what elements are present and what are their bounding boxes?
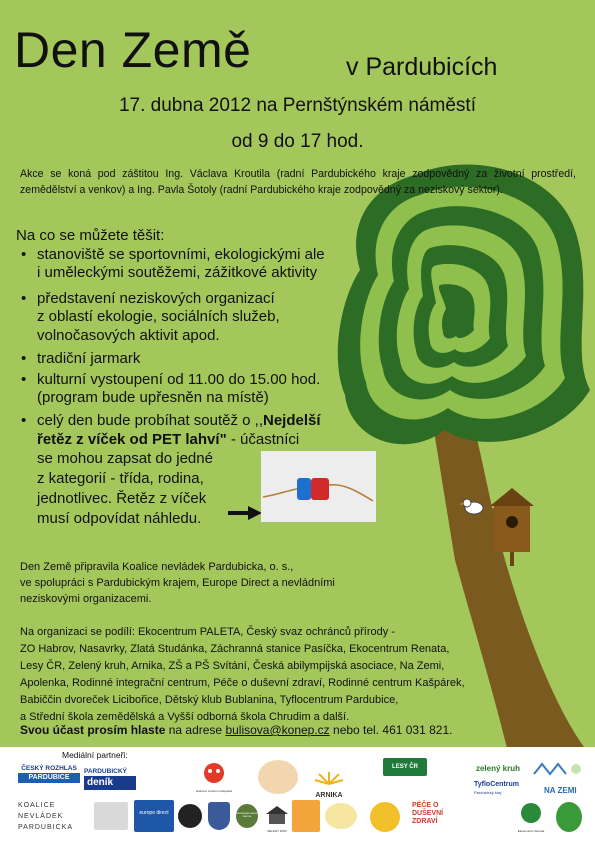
partners-line: Babiččin dvoreček Licibořice, Dětský klub Bublanina, Tyflocentrum Pardubice,	[20, 694, 399, 706]
list-item-contest	[37, 412, 321, 430]
list-item-continuation: z kategorií - třída, rodina,	[37, 470, 204, 487]
round-logo	[178, 804, 202, 828]
tyflocentrum-text: TyfloCentrum	[474, 781, 519, 788]
pardubicka-text: PARDUBICKA	[18, 824, 73, 831]
europe-direct-logo	[134, 800, 174, 832]
intro-paragraph: Akce se koná pod záštitou Ing. Václava Kroutila (radní Pardubického kraje zodpovědný za životní prostředí, zemědělství a venkov) a Ing. Pavla Šotoly (radní Pardubického kraje zodpovědný za neziskový sektor).	[20, 168, 576, 196]
kasparek-logo	[194, 762, 234, 796]
denik-text: deník	[84, 776, 136, 790]
partners-line: Apolenka, Rodinné integrační centrum, Péče o duševní zdraví, Rodinné centrum Kašpárek,	[20, 677, 465, 689]
coalition-text	[20, 559, 480, 607]
animal-logo	[258, 760, 298, 794]
bottle-cap-chain-photo	[261, 451, 376, 522]
media-partners-label: Mediální partneři:	[62, 750, 128, 760]
zeleny-kruh-logo	[470, 760, 526, 778]
crest-logo	[208, 802, 230, 830]
cesky-rozhlas-text: ČESKÝ ROZHLAS	[21, 765, 77, 772]
event-time: od 9 do 17 hod.	[231, 131, 364, 152]
pece-logo	[412, 802, 458, 832]
bullet-icon: •	[21, 350, 27, 367]
partners-line: ZO Habrov, Nasavrky, Zlatá Studánka, Záchranná stanice Pasíčka, Ekocentrum Renata,	[20, 643, 450, 655]
coalition-line: neziskovými organizacemi.	[20, 593, 152, 605]
list-item-continuation: se mohou zapsat do jedné	[37, 450, 213, 467]
event-date: 17. dubna 2012 na Pernštýnském náměstí	[118, 95, 476, 116]
arnika-logo	[312, 770, 346, 798]
list-item: kulturní vystoupení od 11.00 do 15.00 hod.	[37, 371, 321, 388]
arnika-text: ARNIKA	[315, 792, 343, 799]
lesy-cr-text: LESY ČR	[392, 764, 418, 770]
bullet-icon: •	[21, 371, 27, 388]
zeleny-dum-text: ZELENÝ DŮM	[267, 829, 287, 833]
page-title: Den Země	[14, 22, 252, 78]
list-item-continuation: z oblastí ekologie, sociálních služeb,	[37, 308, 280, 325]
list-item: představení neziskových organizací	[37, 290, 275, 307]
bullet-icon: •	[21, 246, 27, 263]
tree-crown	[338, 164, 590, 444]
renata-logo	[514, 802, 548, 834]
renata-text: Ekocentrum Renata	[517, 829, 545, 833]
contest-intro: celý den bude probíhat soutěž o ,,	[37, 412, 263, 429]
na-zemi-text: NA ZEMI	[544, 786, 577, 795]
contest-name-part2: řetěz z víček od PET lahví"	[37, 431, 227, 448]
partners-line: Na organizaci se podílí: Ekocentrum PALETA, Český svaz ochránců přírody -	[20, 626, 395, 638]
zeleny-dum-logo	[264, 804, 290, 832]
page-subtitle: v Pardubicích	[346, 53, 498, 81]
tyflocentrum-logo	[460, 780, 522, 798]
signup-line	[20, 722, 452, 738]
coalition-line: ve spolupráci s Pardubickým krajem, Europe Direct a nevládními	[20, 577, 335, 589]
signup-middle: na adrese	[165, 723, 226, 737]
contest-name-part1: Nejdelší	[263, 412, 321, 429]
arrow-icon	[228, 506, 262, 520]
abilympic-logo	[532, 760, 588, 778]
cesky-rozhlas-logo	[18, 765, 80, 791]
pardubicky-text: PARDUBICKÝ	[84, 768, 127, 775]
partners-line: Lesy ČR, Zelený kruh, Arnika, ZŠ a PŠ Svítání, Česká abilympijská asociace, Na Zemi,	[20, 660, 445, 672]
pardubicky-kraj-text: Pardubický kraj	[474, 790, 502, 795]
koalice-logo	[18, 800, 90, 836]
list-item-continuation	[37, 431, 299, 449]
list-item-continuation: volnočasových aktivit apod.	[37, 327, 220, 344]
zlata-logo	[325, 803, 357, 829]
pasicka-logo	[236, 804, 258, 828]
partners-text	[20, 624, 490, 726]
signup-prefix: Svou účast prosím hlaste	[20, 723, 166, 737]
pardubice-text: PARDUBICE	[18, 773, 80, 783]
list-item-continuation: jednotlivec. Řetěz z víček	[37, 490, 207, 507]
list-item: stanoviště se sportovními, ekologickými ale	[37, 246, 325, 263]
kraj-flag-logo	[94, 802, 128, 830]
bullet-icon: •	[21, 412, 27, 429]
bullet-icon: •	[21, 290, 27, 307]
partners-line: a Střední škola zemědělská a Vyšší odborná škola Chrudim a další.	[20, 711, 350, 723]
pece-text: PÉČE O DUŠEVNÍ ZDRAVÍ	[412, 802, 444, 825]
list-item-continuation: musí odpovídat náhledu.	[37, 510, 202, 527]
lesy-cr-logo	[383, 758, 427, 776]
contest-participants: - účastníci	[226, 431, 300, 448]
list-heading: Na co se můžete těšit:	[16, 227, 165, 244]
list-item-continuation: (program bude upřesněn na místě)	[37, 389, 269, 406]
nevladek-text: NEVLÁDEK	[18, 813, 64, 820]
na-zemi-logo	[532, 782, 590, 800]
coalition-line: Den Země připravila Koalice nevládek Pardubicka, o. s.,	[20, 561, 294, 573]
list-item: tradiční jarmark	[37, 350, 141, 367]
pasicka-text: ZÁCHRANNÁ STANICE PASÍČKA	[236, 813, 258, 818]
sun-logo	[370, 802, 400, 832]
pardubicky-denik-logo	[84, 768, 136, 792]
leaf-logo	[556, 802, 582, 832]
signup-suffix: nebo tel. 461 031 821.	[329, 723, 453, 737]
zeleny-kruh-text: zelený kruh	[475, 764, 520, 773]
koalice-text: KOALICE	[18, 802, 56, 809]
list-item-continuation: i uměleckými soutěžemi, zážitkové aktivity	[37, 264, 318, 281]
signup-email-link[interactable]: bulisova@konep.cz	[225, 723, 330, 737]
kasparek-text: Rodinné centrum Kašpárek	[195, 789, 233, 793]
orange-logo	[292, 800, 320, 832]
europe-direct-text: europe direct	[139, 810, 169, 816]
